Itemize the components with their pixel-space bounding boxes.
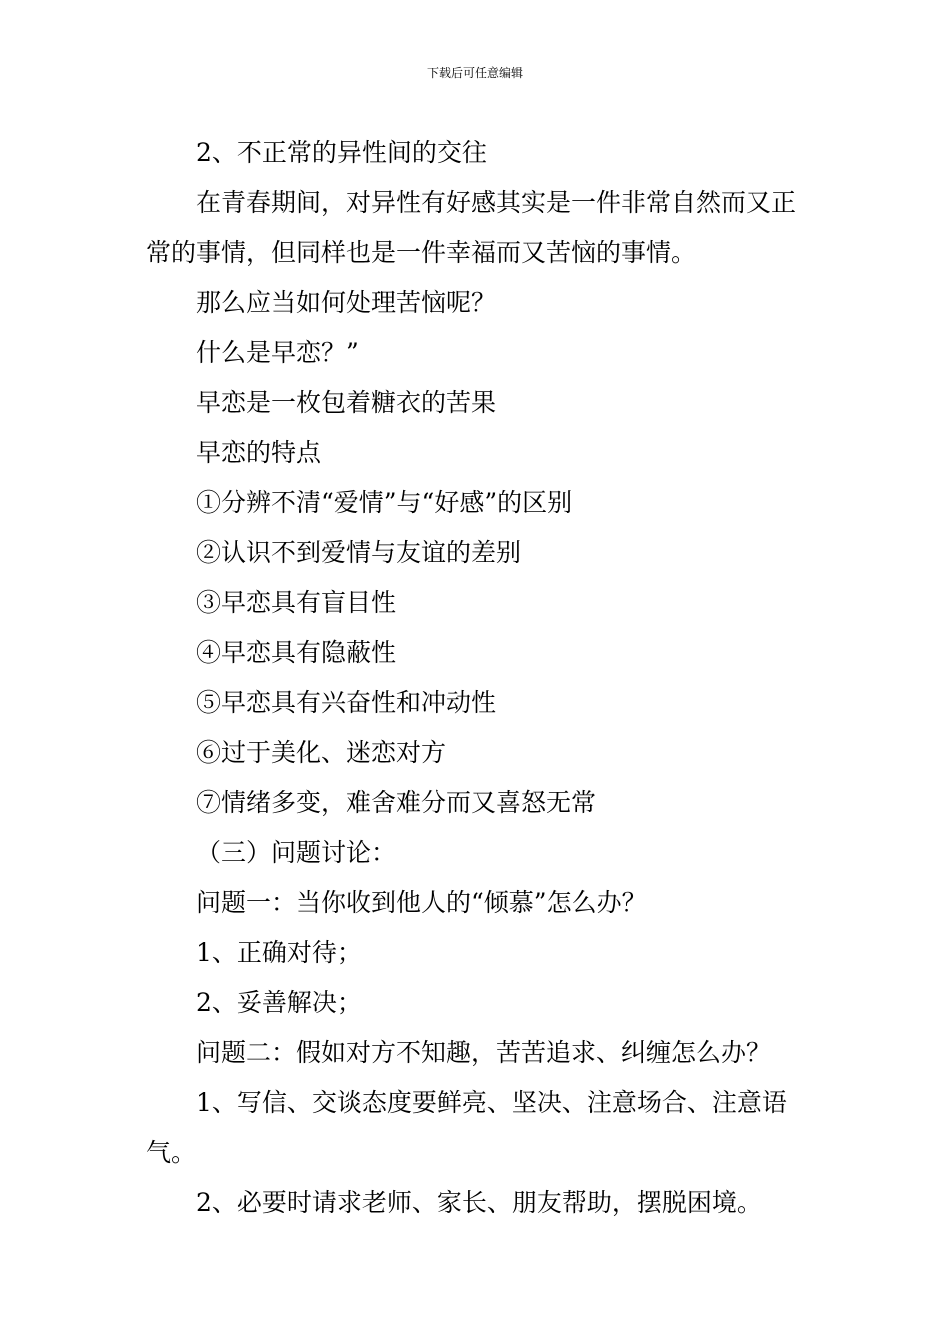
document-body: [146, 128, 812, 1228]
list-item: ④早恋具有隐蔽性: [196, 638, 397, 667]
list-item: ⑦情绪多变，难舍难分而又喜怒无常: [196, 788, 597, 817]
list-item: ①分辨不清“爱情”与“好感”的区别: [196, 488, 573, 517]
list-item: ⑥过于美化、迷恋对方: [196, 738, 447, 767]
paragraph: 那么应当如何处理苦恼呢？: [196, 288, 497, 317]
list-item: 1、正确对待；: [196, 938, 362, 967]
list-item: ②认识不到爱情与友谊的差别: [196, 538, 522, 567]
list-item: 2、必要时请求老师、家长、朋友帮助，摆脱困境。: [196, 1188, 762, 1217]
section-heading: （三）问题讨论：: [196, 838, 397, 867]
paragraph: 早恋是一枚包着糖衣的苦果: [196, 388, 497, 417]
list-item: 1、写信、交谈态度要鲜亮、坚决、注意场合、注意语气。: [146, 1088, 787, 1167]
list-item: 2、妥善解决；: [196, 988, 362, 1017]
paragraph: 在青春期间，对异性有好感其实是一件非常自然而又正常的事情，但同样也是一件幸福而又苦恼的事情。: [146, 188, 797, 267]
list-item: ⑤早恋具有兴奋性和冲动性: [196, 688, 497, 717]
list-item: ③早恋具有盲目性: [196, 588, 397, 617]
question: 问题一：当你收到他人的“倾慕”怎么办？: [196, 888, 647, 917]
page-header: 下载后可任意编辑: [426, 66, 523, 80]
paragraph: 早恋的特点: [196, 438, 322, 467]
section-heading: 2、不正常的异性间的交往: [196, 138, 487, 167]
question: 问题二：假如对方不知趣，苦苦追求、纠缠怎么办？: [196, 1038, 772, 1067]
paragraph: 什么是早恋？”: [196, 338, 359, 367]
